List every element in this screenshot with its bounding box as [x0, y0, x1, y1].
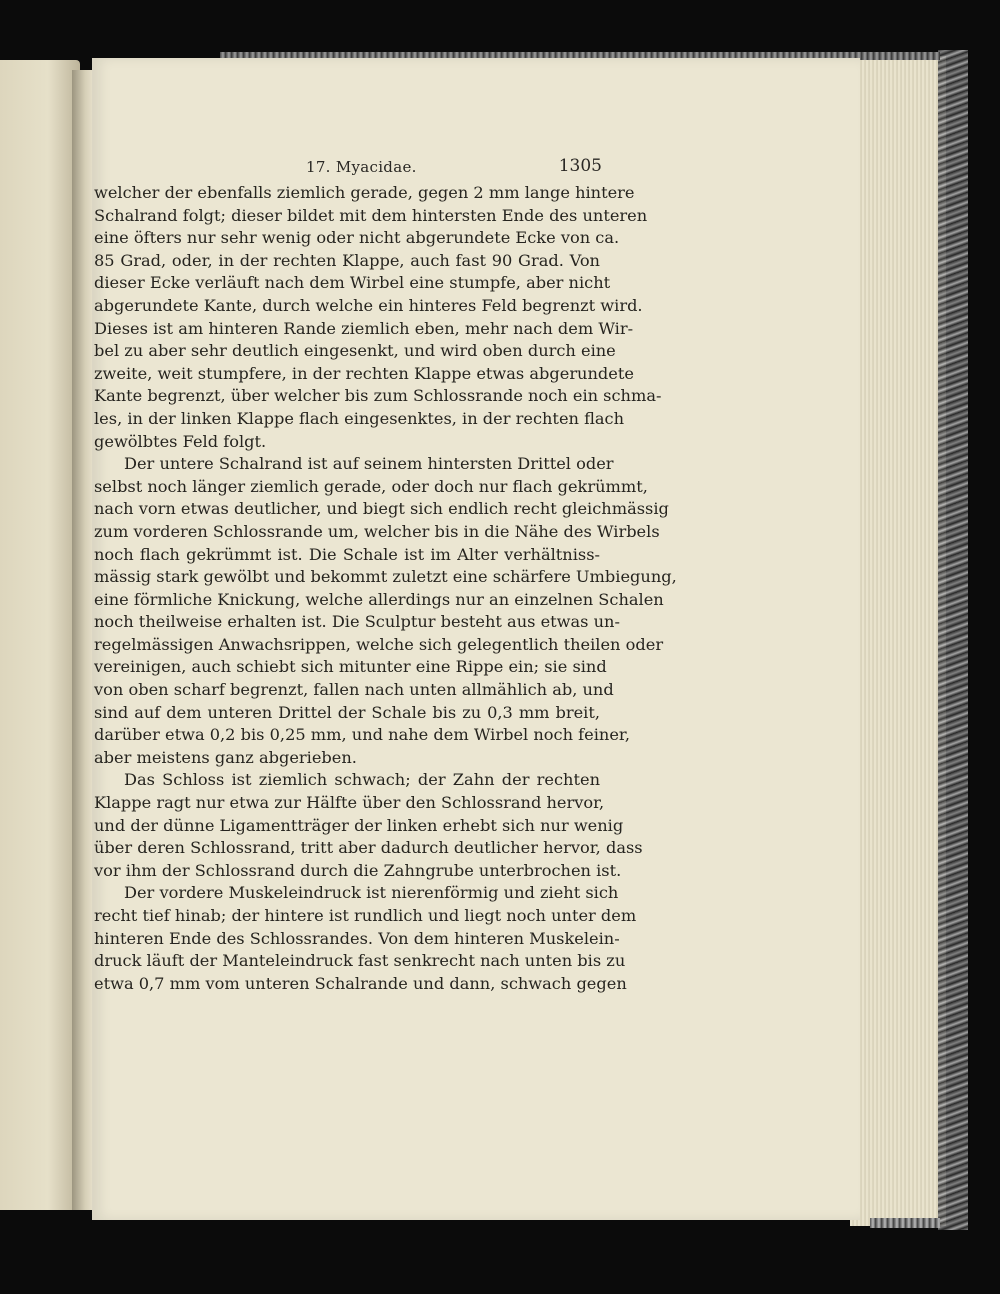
text-line: von oben scharf begrenzt, fallen nach unten allmählich ab, und: [94, 680, 614, 700]
text-line: regelmässigen Anwachsrippen, welche sich gelegentlich theilen oder: [94, 634, 664, 654]
text-line: Dieses ist am hinteren Rande ziemlich eben, mehr nach dem Wir-: [94, 318, 634, 338]
text-line: aber meistens ganz abgerieben.: [94, 747, 357, 767]
text-line: recht tief hinab; der hintere ist rundlich und liegt noch unter dem: [94, 906, 637, 925]
page-number: 1305: [558, 156, 602, 176]
text-line: Kante begrenzt, über welcher bis zum Schlossrande noch ein schma-: [94, 386, 662, 406]
paragraph-2: [94, 453, 677, 769]
running-title: 17. Myacidae.: [306, 158, 417, 176]
text-line: abgerundete Kante, durch welche ein hinteres Feld begrenzt wird.: [94, 295, 643, 315]
text-line: sind auf dem unteren Drittel der Schale bis zu 0,3 mm breit,: [94, 702, 600, 722]
text-line: über deren Schlossrand, tritt aber dadurch deutlicher hervor, dass: [94, 838, 643, 858]
text-line: eine öfters nur sehr wenig oder nicht abgerundete Ecke von ca.: [94, 228, 620, 248]
text-line: Klappe ragt nur etwa zur Hälfte über den Schlossrand hervor,: [94, 793, 605, 813]
book-gutter: [72, 70, 94, 1210]
text-line: welcher der ebenfalls ziemlich gerade, gegen 2 mm lange hintere: [94, 183, 635, 202]
left-facing-page: [0, 60, 80, 1210]
page-edges: [850, 56, 946, 1226]
text-line: noch theilweise erhalten ist. Die Sculptur besteht aus etwas un-: [94, 612, 620, 632]
text-line: gewölbtes Feld folgt.: [94, 431, 267, 451]
paragraph-4: [94, 882, 637, 995]
marbled-bottom-edge: [870, 1218, 940, 1228]
text-line: mässig stark gewölbt und bekommt zuletzt eine schärfere Umbiegung,: [94, 567, 677, 587]
text-line: Der vordere Muskeleindruck ist nierenförmig und zieht sich: [124, 883, 619, 903]
text-line: hinteren Ende des Schlossrandes. Von dem hinteren Muskelein-: [94, 928, 620, 948]
paragraph-1: [94, 182, 662, 453]
text-line: druck läuft der Manteleindruck fast senkrecht nach unten bis zu: [94, 951, 626, 971]
text-line: Das Schloss ist ziemlich schwach; der Zahn der rechten: [124, 770, 600, 790]
text-line: noch flach gekrümmt ist. Die Schale ist im Alter verhältniss-: [94, 544, 600, 564]
text-line: etwa 0,7 mm vom unteren Schalrande und dann, schwach gegen: [94, 973, 627, 993]
text-line: nach vorn etwas deutlicher, und biegt sich endlich recht gleichmässig: [94, 499, 669, 519]
text-line: vereinigen, auch schiebt sich mitunter eine Rippe ein; sie sind: [94, 657, 607, 677]
text-line: bel zu aber sehr deutlich eingesenkt, und wird oben durch eine: [94, 341, 616, 361]
text-line: les, in der linken Klappe flach eingesenktes, in der rechten flach: [94, 408, 625, 428]
text-line: darüber etwa 0,2 bis 0,25 mm, und nahe dem Wirbel noch feiner,: [94, 725, 631, 745]
text-line: zum vorderen Schlossrande um, welcher bis in die Nähe des Wirbels: [94, 521, 660, 541]
paragraph-3: [94, 769, 643, 882]
text-line: 85 Grad, oder, in der rechten Klappe, auch fast 90 Grad. Von: [94, 250, 600, 270]
text-line: Schalrand folgt; dieser bildet mit dem hintersten Ende des unteren: [94, 205, 648, 225]
body-text: [94, 182, 677, 995]
text-line: selbst noch länger ziemlich gerade, oder doch nur flach gekrümmt,: [94, 476, 648, 496]
text-line: dieser Ecke verläuft nach dem Wirbel eine stumpfe, aber nicht: [94, 273, 611, 293]
page-header: [306, 156, 602, 184]
text-line: eine förmliche Knickung, welche allerdings nur an einzelnen Schalen: [94, 589, 664, 609]
text-line: und der dünne Ligamentträger der linken erhebt sich nur wenig: [94, 815, 624, 835]
marbled-cover-edge: [938, 50, 968, 1230]
text-line: zweite, weit stumpfere, in der rechten Klappe etwas abgerundete: [94, 363, 634, 383]
text-line: vor ihm der Schlossrand durch die Zahngrube unterbrochen ist.: [94, 860, 622, 880]
text-line: Der untere Schalrand ist auf seinem hintersten Drittel oder: [124, 454, 614, 474]
